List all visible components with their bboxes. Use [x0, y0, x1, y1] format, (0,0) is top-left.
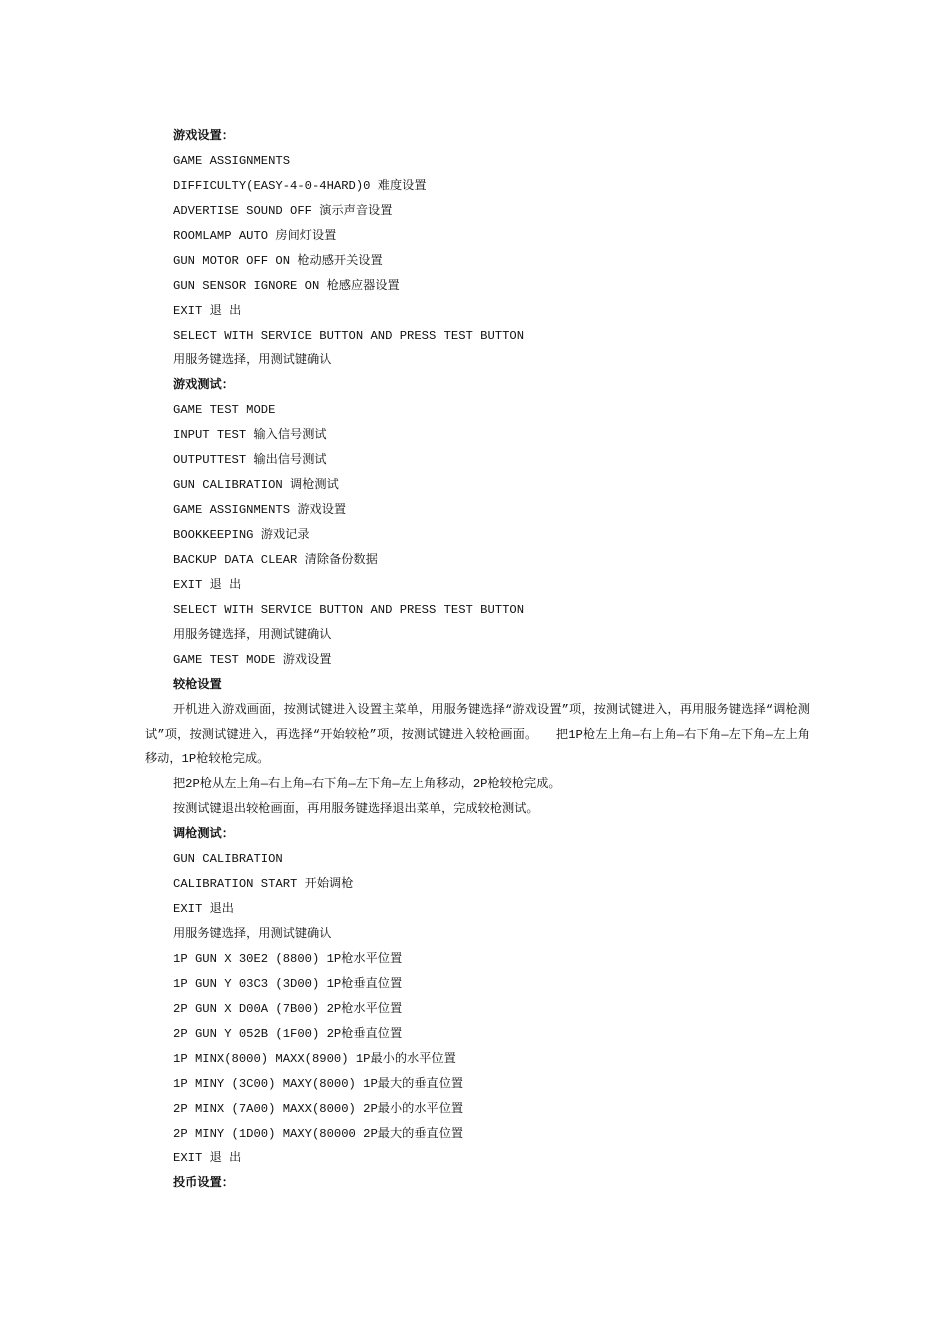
game-test-line: GAME TEST MODE 游戏设置: [173, 652, 332, 667]
gun-calibration-line: 2P MINX (7A00) MAXX(8000) 2P最小的水平位置: [173, 1101, 464, 1116]
game-test-line: INPUT TEST 输入信号测试: [173, 428, 327, 443]
game-test-line: 用服务键选择，用测试键确认: [173, 627, 332, 642]
game-test-line: OUTPUTTEST 输出信号测试: [173, 453, 327, 468]
game-test-line: GAME ASSIGNMENTS 游戏设置: [173, 503, 347, 518]
game-test-line: BACKUP DATA CLEAR 清除备份数据: [173, 552, 378, 567]
calibration-paragraph: 开机进入游戏画面，按测试键进入设置主菜单，用服务键选择“游戏设置”项，按测试键进入，再用服务键选择“调枪测试”项，按测试键进入，再选择“开始较枪”项，按测试键进入较枪画面。 把1P枪左上角—右上角—右下角—左下角—左上角移动，1P枪较枪完成。: [145, 702, 810, 767]
game-test-line: SELECT WITH SERVICE BUTTON AND PRESS TEST BUTTON: [173, 602, 525, 617]
gun-calibration-line: GUN CALIBRATION: [173, 852, 283, 867]
gun-calibration-line: 1P MINY (3C00) MAXY(8000) 1P最大的垂直位置: [173, 1076, 464, 1091]
game-assignments-line: ADVERTISE SOUND OFF 演示声音设置: [173, 203, 393, 218]
game-test-line: GAME TEST MODE: [173, 403, 276, 418]
game-assignments-line: EXIT 退 出: [173, 303, 242, 318]
section-heading-game-assignments: 游戏设置：: [173, 129, 234, 143]
gun-calibration-line: 用服务键选择，用测试键确认: [173, 927, 332, 942]
game-assignments-line: SELECT WITH SERVICE BUTTON AND PRESS TEST BUTTON: [173, 328, 525, 343]
gun-calibration-line: 2P MINY (1D00) MAXY(80000 2P最大的垂直位置: [173, 1126, 464, 1141]
section-heading-game-test: 游戏测试：: [173, 378, 234, 393]
gun-calibration-line: CALIBRATION START 开始调枪: [173, 877, 354, 892]
game-assignments-line: GAME ASSIGNMENTS: [173, 153, 291, 168]
section-heading-gun-calibration: 调枪测试：: [173, 827, 234, 842]
manual-content: [145, 124, 810, 1196]
gun-calibration-line: 1P MINX(8000) MAXX(8900) 1P最小的水平位置: [173, 1051, 456, 1066]
game-assignments-line: DIFFICULTY(EASY-4-0-4HARD)0 难度设置: [173, 178, 427, 193]
game-test-line: EXIT 退 出: [173, 577, 242, 592]
gun-calibration-line: 2P GUN Y 052B (1F00) 2P枪垂直位置: [173, 1026, 403, 1041]
calibration-2p-line: 把2P枪从左上角—右上角—右下角—左下角—左上角移动，2P枪较枪完成。: [173, 777, 561, 792]
game-assignments-line: GUN SENSOR IGNORE ON 枪感应器设置: [173, 278, 400, 293]
gun-calibration-line: 2P GUN X D00A (7B00) 2P枪水平位置: [173, 1001, 403, 1016]
calibration-exit-line: 按测试键退出较枪画面，再用服务键选择退出菜单，完成较枪测试。: [173, 802, 539, 817]
game-test-line: BOOKKEEPING 游戏记录: [173, 528, 310, 542]
gun-calibration-line: 1P GUN X 30E2 (8800) 1P枪水平位置: [173, 951, 403, 966]
gun-calibration-line: 1P GUN Y 03C3 (3D00) 1P枪垂直位置: [173, 976, 403, 991]
section-heading-coin-setup: 投币设置：: [173, 1176, 234, 1191]
gun-calibration-line: EXIT 退 出: [173, 1151, 242, 1166]
game-assignments-line: ROOMLAMP AUTO 房间灯设置: [173, 228, 337, 243]
game-assignments-line: 用服务键选择，用测试键确认: [173, 353, 332, 368]
gun-calibration-line: EXIT 退出: [173, 902, 234, 917]
section-heading-calibration-setup: 较枪设置: [173, 677, 222, 692]
game-assignments-line: GUN MOTOR OFF ON 枪动感开关设置: [173, 253, 383, 268]
game-test-line: GUN CALIBRATION 调枪测试: [173, 478, 339, 493]
